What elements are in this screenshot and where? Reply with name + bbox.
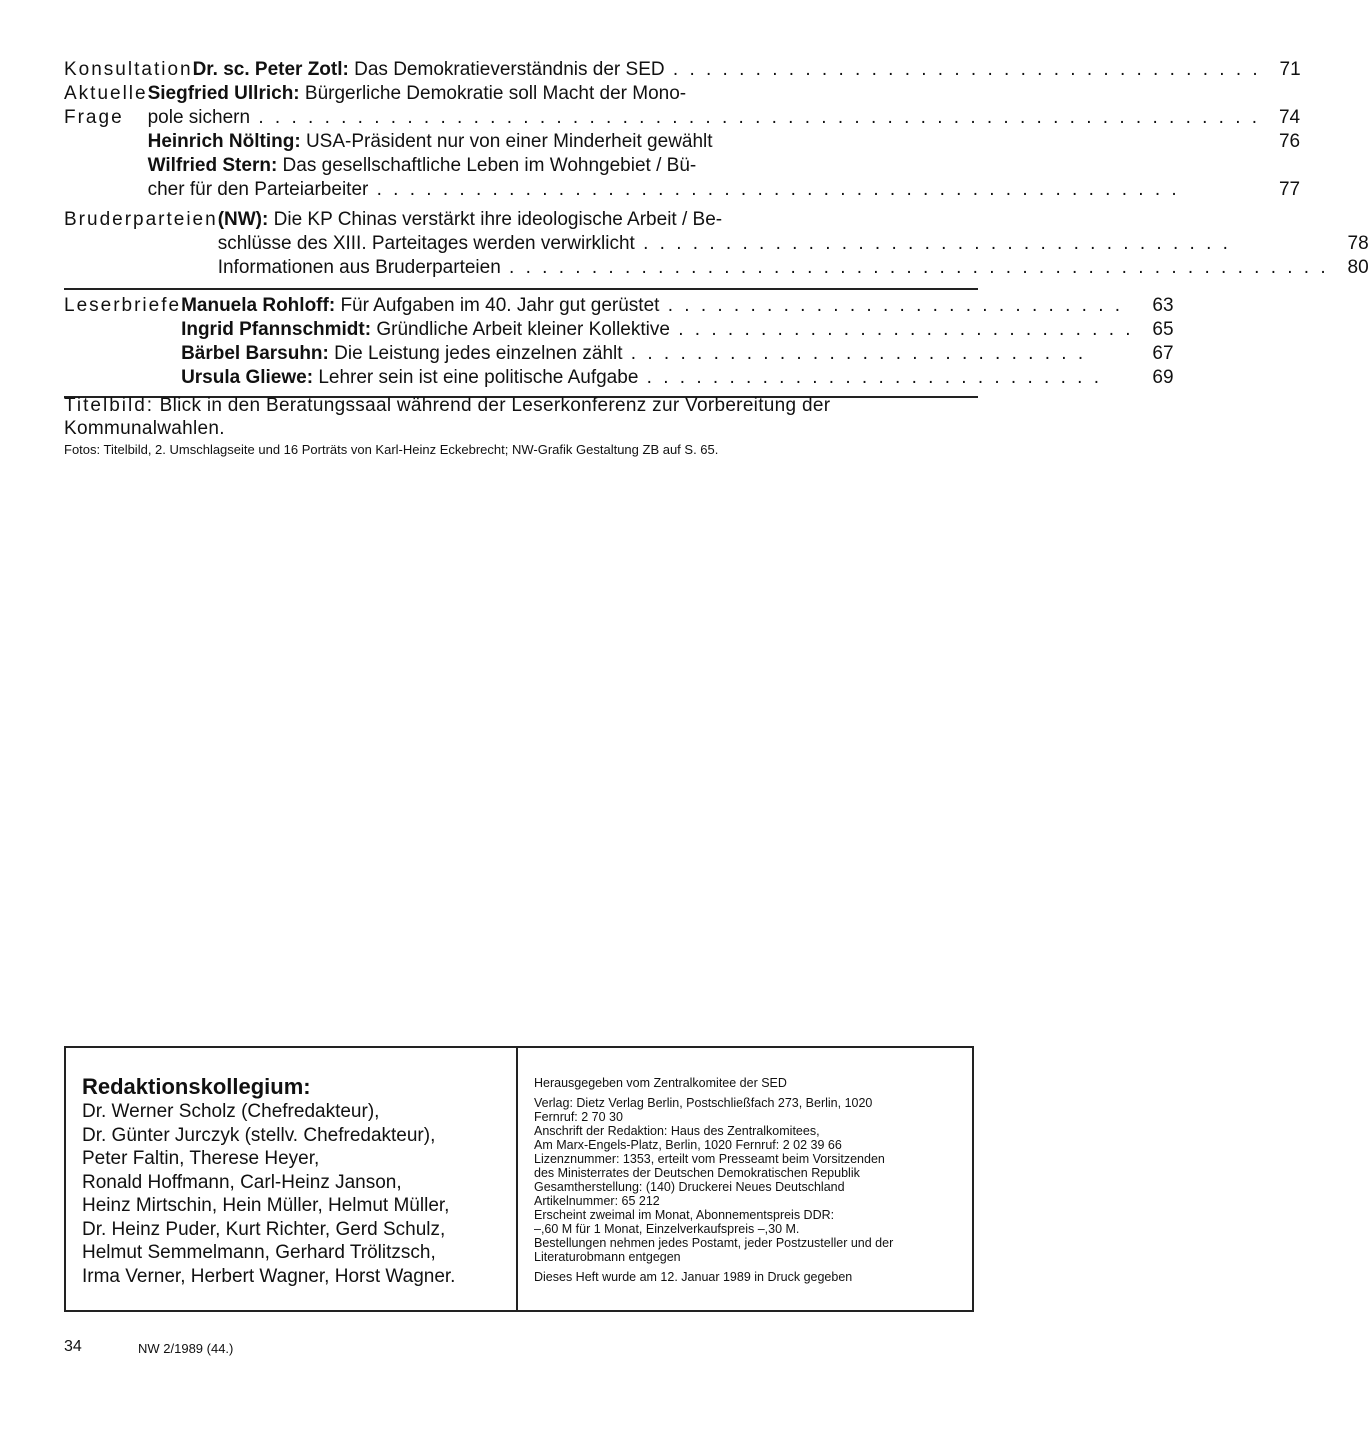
board-line: Peter Faltin, Therese Heyer, xyxy=(82,1148,320,1169)
print-date-line: Dieses Heft wurde am 12. Januar 1989 in Druck gegeben xyxy=(534,1270,853,1284)
imprint-line: Am Marx-Engels-Platz, Berlin, 1020 Fernruf: 2 02 39 66 xyxy=(534,1138,842,1152)
imprint-line: Lizenznummer: 1353, erteilt vom Presseamt beim Vorsitzenden xyxy=(534,1152,885,1166)
entry-page: 65 xyxy=(1152,319,1174,340)
board-line: Dr. Heinz Puder, Kurt Richter, Gerd Schulz, xyxy=(82,1218,446,1240)
entry-title: Gründliche Arbeit kleiner Kollektive xyxy=(371,319,670,340)
entry-page: 78 xyxy=(1347,233,1369,254)
toc-entry-continuation: schlüsse des XIII. Parteitages werden verwirklicht . . . . . . . . . . . . . . . . . . . . . . . . . . . . . . . . . . . . 78 xyxy=(217,233,1369,254)
entry-title: Die KP Chinas verstärkt ihre ideologische Arbeit / Be- xyxy=(268,209,723,230)
entry-page: 63 xyxy=(1152,295,1174,316)
toc-entry: Ingrid Pfannschmidt: Gründliche Arbeit kleiner Kollektive . . . . . . . . . . . . . . . . . . . . . . . . . . . . 65 xyxy=(181,319,1174,340)
section-title: Konsultation xyxy=(64,59,193,80)
toc-entry: Ursula Gliewe: Lehrer sein ist eine politische Aufgabe . . . . . . . . . . . . . . . . . . . . . . . . . . . . 69 xyxy=(181,367,1174,388)
imprint-line: Bestellungen nehmen jedes Postamt, jeder Postzusteller und der xyxy=(534,1236,894,1250)
board-line: Ronald Hoffmann, Carl-Heinz Janson, xyxy=(82,1171,402,1193)
entry-page: 67 xyxy=(1152,343,1174,364)
photo-credits: Fotos: Titelbild, 2. Umschlagseite und 16 Porträts von Karl-Heinz Eckebrecht; NW-Grafik Gestaltung ZB auf S. 65. xyxy=(64,442,719,457)
toc-section-aktuelle-frage xyxy=(64,82,1301,202)
section-title: Bruderparteien xyxy=(64,209,218,230)
imprint-box xyxy=(64,1046,974,1312)
entry-page: 80 xyxy=(1347,257,1369,278)
toc-entry: Dr. sc. Peter Zotl: Das Demokratieverständnis der SED . . . . . . . . . . . . . . . . . . . . . . . . . . . . . . . . . . . . 71 xyxy=(192,59,1301,80)
board-line: Dr. Günter Jurczyk (stellv. Chefredakteur), xyxy=(82,1124,436,1146)
entry-author: Wilfried Stern: xyxy=(147,155,278,176)
entry-page: 76 xyxy=(1278,131,1301,152)
entry-title-cont: schlüsse des XIII. Parteitages werden verwirklicht xyxy=(217,233,635,254)
imprint-line: Fernruf: 2 70 30 xyxy=(534,1110,623,1124)
entry-author: Ingrid Pfannschmidt: xyxy=(181,319,372,340)
toc-entry: Bärbel Barsuhn: Die Leistung jedes einzelnen zählt . . . . . . . . . . . . . . . . . . . . . . . . . . . . 67 xyxy=(181,343,1174,364)
entry-author: Heinrich Nölting: xyxy=(147,131,301,152)
section-title: Aktuelle Frage xyxy=(64,83,148,128)
entry-title: Lehrer sein ist eine politische Aufgabe xyxy=(313,367,639,388)
imprint-line: des Ministerrates der Deutschen Demokratischen Republik xyxy=(534,1166,860,1180)
publisher-info xyxy=(518,1048,972,1310)
entry-title: USA-Präsident nur von einer Minderheit gewählt xyxy=(300,131,713,152)
publisher-line: Herausgegeben vom Zentralkomitee der SED xyxy=(534,1076,787,1090)
entry-page: 69 xyxy=(1152,367,1174,388)
board-line: Irma Verner, Herbert Wagner, Horst Wagner. xyxy=(82,1265,456,1287)
entry-title: Die Leistung jedes einzelnen zählt xyxy=(328,343,623,364)
imprint-line: Literaturobmann entgegen xyxy=(534,1250,681,1264)
entry-title: Das Demokratieverständnis der SED xyxy=(348,59,665,80)
entry-page: 71 xyxy=(1279,59,1301,80)
toc-entry xyxy=(148,82,1300,106)
editorial-board-heading: Redaktionskollegium: xyxy=(82,1074,311,1099)
imprint-line: Verlag: Dietz Verlag Berlin, Postschließfach 273, Berlin, 1020 xyxy=(534,1096,873,1110)
entry-author: Dr. sc. Peter Zotl: xyxy=(192,59,349,80)
cover-caption xyxy=(64,394,980,440)
board-line: Helmut Semmelmann, Gerhard Trölitzsch, xyxy=(82,1242,436,1263)
entry-title: Bürgerliche Demokratie soll Macht der Mono- xyxy=(299,83,687,104)
entry-author: Ursula Gliewe: xyxy=(181,367,314,388)
edition-label: NW 2/1989 (44.) xyxy=(138,1341,234,1356)
entry-title: Informationen aus Bruderparteien xyxy=(217,257,501,278)
entry-author: Siegfried Ullrich: xyxy=(147,83,300,104)
page-number: 34 xyxy=(64,1338,82,1355)
toc-section-leserbriefe xyxy=(64,288,1174,390)
toc-entry-continuation: cher für den Parteiarbeiter . . . . . . . . . . . . . . . . . . . . . . . . . . . . . . . . . . . . . . . . . . . . . . . . . 77 xyxy=(147,179,1301,200)
toc-section-konsultation xyxy=(64,58,1301,82)
table-of-contents xyxy=(64,58,1369,398)
toc-entry xyxy=(148,154,1300,178)
entry-page: 77 xyxy=(1278,179,1301,200)
entry-title-cont: pole sichern xyxy=(147,107,251,128)
entry-page: 74 xyxy=(1278,107,1301,128)
board-line: Heinz Mirtschin, Hein Müller, Helmut Müller, xyxy=(82,1195,450,1216)
editorial-board xyxy=(66,1048,518,1310)
imprint-line: Gesamtherstellung: (140) Druckerei Neues Deutschland xyxy=(534,1180,845,1194)
entry-title: Das gesellschaftliche Leben im Wohngebiet / Bü- xyxy=(277,155,697,176)
entry-title: Für Aufgaben im 40. Jahr gut gerüstet xyxy=(335,295,660,316)
imprint-line: Erscheint zweimal im Monat, Abonnementspreis DDR: xyxy=(534,1208,835,1222)
entry-author: Bärbel Barsuhn: xyxy=(181,343,329,364)
entry-title-cont: cher für den Parteiarbeiter xyxy=(147,179,369,200)
entry-author: Manuela Rohloff: xyxy=(181,295,336,316)
imprint-line: –,60 M für 1 Monat, Einzelverkaufspreis –,30 M. xyxy=(534,1222,800,1236)
toc-entry xyxy=(218,208,1369,232)
toc-entry xyxy=(148,130,1300,154)
toc-section-bruderparteien xyxy=(64,208,1369,280)
toc-entry-continuation: pole sichern . . . . . . . . . . . . . . . . . . . . . . . . . . . . . . . . . . . . . . . . . . . . . . . . . . . . . . . . . . . . . 74 xyxy=(147,107,1301,128)
board-line: Dr. Werner Scholz (Chefredakteur), xyxy=(82,1101,380,1122)
imprint-line: Artikelnummer: 65 212 xyxy=(534,1194,660,1208)
toc-entry: Informationen aus Bruderparteien . . . . . . . . . . . . . . . . . . . . . . . . . . . . . . . . . . . . . . . . . . . . . . . . . . 80 xyxy=(217,257,1369,278)
toc-entry: Manuela Rohloff: Für Aufgaben im 40. Jahr gut gerüstet . . . . . . . . . . . . . . . . . . . . . . . . . . . . 63 xyxy=(181,295,1174,316)
imprint-line: Anschrift der Redaktion: Haus des Zentralkomitees, xyxy=(534,1124,820,1138)
section-title: Leserbriefe xyxy=(64,295,182,316)
caption-label: Titelbild: xyxy=(64,395,155,416)
caption-text: Blick in den Beratungssaal während der Leserkonferenz zur Vorbereitung der Kommunalwahlen. xyxy=(64,395,831,439)
entry-author: (NW): xyxy=(217,209,269,230)
